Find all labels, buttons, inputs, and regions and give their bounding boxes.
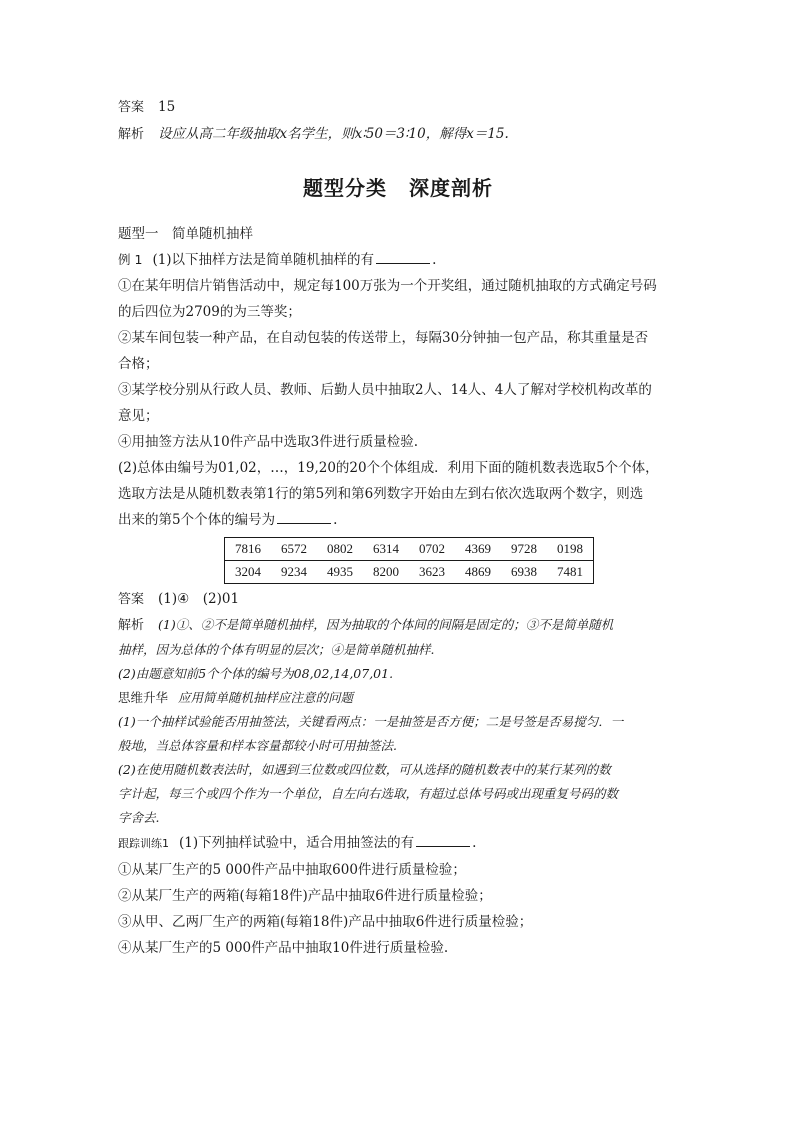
training1-stem-text: (1)下列抽样试验中，适合用抽签法的有 — [179, 835, 415, 851]
thinking-line: (2)在使用随机数表法时，如遇到三位数或四位数，可从选择的随机数表中的某行某列的数 — [118, 762, 611, 777]
example1-q2-line: (2)总体由编号为01,02，…，19,20的20个个体组成．利用下面的随机数表选取5个个体， — [118, 460, 659, 476]
thinking-line: 字计起，每三个或四个作为一个单位，自左向右选取，有超过总体号码或出现重复号码的数 — [118, 786, 619, 801]
prev-answer-line — [118, 94, 678, 121]
example1-item-line: ①在某年明信片销售活动中，规定每100万张为一个开奖组，通过随机抽取的方式确定号码 — [118, 278, 657, 294]
analysis-text: 设应从高二年级抽取x名学生，则x∶50＝3∶10，解得x＝15. — [158, 126, 509, 142]
table-cell: 9728 — [501, 538, 547, 561]
training1-stem — [118, 830, 678, 857]
thinking-label: 思维升华 — [118, 690, 169, 705]
answer1-text: (1)④ (2)01 — [158, 591, 240, 607]
table-cell: 0198 — [547, 538, 594, 561]
thinking-title: 应用简单随机抽样应注意的问题 — [178, 690, 354, 705]
topic-heading: 题型一 简单随机抽样 — [118, 226, 253, 242]
table-cell: 4935 — [327, 564, 353, 579]
answer-blank — [376, 249, 430, 264]
training-label: 跟踪训练1 — [118, 837, 169, 850]
thinking-line: (1)一个抽样试验能否用抽签法，关键看两点：一是抽签是否方便；二是号签是否易搅匀．一 — [118, 714, 624, 729]
random-number-table — [224, 537, 594, 584]
table-cell: 8200 — [373, 564, 399, 579]
table-cell: 6938 — [511, 564, 537, 579]
example1-stem — [118, 247, 678, 273]
section-title-part2: 深度剖析 — [409, 176, 493, 200]
table-cell: 7481 — [557, 564, 583, 579]
example1-q2-line: 选取方法是从随机数表第1行的第5列和第6列数字开始由左到右依次选取两个数字，则选 — [118, 486, 644, 502]
example1-item-line: 意见； — [118, 408, 159, 424]
table-cell: 3623 — [419, 564, 445, 579]
example1-q1-stem: (1)以下抽样方法是简单随机抽样的有 — [152, 252, 375, 268]
answer-blank — [416, 832, 470, 847]
table-cell: 4369 — [455, 538, 501, 561]
table-row — [225, 538, 594, 561]
analysis1-line: (2)由题意知前5个个体的编号为08,02,14,07,01. — [118, 666, 394, 681]
table-cell: 0702 — [409, 538, 455, 561]
answer-label: 答案 — [118, 100, 145, 115]
example-label: 例 1 — [118, 252, 143, 267]
training1-item: ①从某厂生产的5 000件产品中抽取600件进行质量检验； — [118, 862, 466, 878]
answer-blank — [277, 509, 331, 524]
table-cell: 6314 — [363, 538, 409, 561]
analysis-label: 解析 — [118, 618, 145, 633]
table-cell: 9234 — [281, 564, 307, 579]
training1-item: ④从某厂生产的5 000件产品中抽取10件进行质量检验. — [118, 940, 449, 956]
thinking-line: 字舍去. — [118, 810, 160, 825]
example1-q1-end: . — [432, 252, 437, 268]
thinking-heading — [118, 686, 678, 710]
table-cell: 6572 — [271, 538, 317, 561]
table-cell: 0802 — [317, 538, 363, 561]
table-cell: 4869 — [465, 564, 491, 579]
prev-analysis-line — [118, 121, 678, 148]
example1-q2-last-text: 出来的第5个个体的编号为 — [118, 512, 276, 528]
training1-stem-end: . — [472, 835, 477, 851]
example1-item-line: ②某车间包装一种产品，在自动包装的传送带上，每隔30分钟抽一包产品，称其重量是否 — [118, 330, 649, 346]
example1-q2-end: . — [333, 512, 338, 528]
analysis1-text: (1)①、②不是简单随机抽样，因为抽取的个体间的间隔是固定的；③不是简单随机 — [158, 617, 614, 632]
analysis-label: 解析 — [118, 127, 145, 142]
section-title-part1: 题型分类 — [303, 176, 387, 200]
training1-item: ③从甲、乙两厂生产的两箱(每箱18件)产品中抽取6件进行质量检验； — [118, 914, 533, 930]
document-page — [118, 94, 678, 961]
table-row — [225, 561, 594, 584]
example1-item-line: ④用抽签方法从10件产品中选取3件进行质量检验. — [118, 434, 419, 450]
answer1-line — [118, 586, 678, 613]
example1-item-line: 合格； — [118, 356, 159, 372]
table-cell: 7816 — [225, 538, 272, 561]
example1-item-line: 的后四位为2709的为三等奖； — [118, 304, 301, 320]
example1-item-line: ③某学校分别从行政人员、教师、后勤人员中抽取2人、14人、4人了解对学校机构改革的 — [118, 382, 652, 398]
training1-item: ②从某厂生产的两箱(每箱18件)产品中抽取6件进行质量检验； — [118, 888, 492, 904]
thinking-line: 般地，当总体容量和样本容量都较小时可用抽签法. — [118, 738, 397, 753]
analysis1-line: 抽样，因为总体的个体有明显的层次；④是简单随机抽样. — [118, 642, 435, 657]
analysis1-line — [118, 613, 678, 638]
example1-q2-last — [118, 507, 678, 533]
table-cell: 3204 — [235, 564, 261, 579]
section-title — [118, 172, 678, 201]
answer-label: 答案 — [118, 592, 145, 607]
answer-value: 15 — [158, 99, 176, 115]
